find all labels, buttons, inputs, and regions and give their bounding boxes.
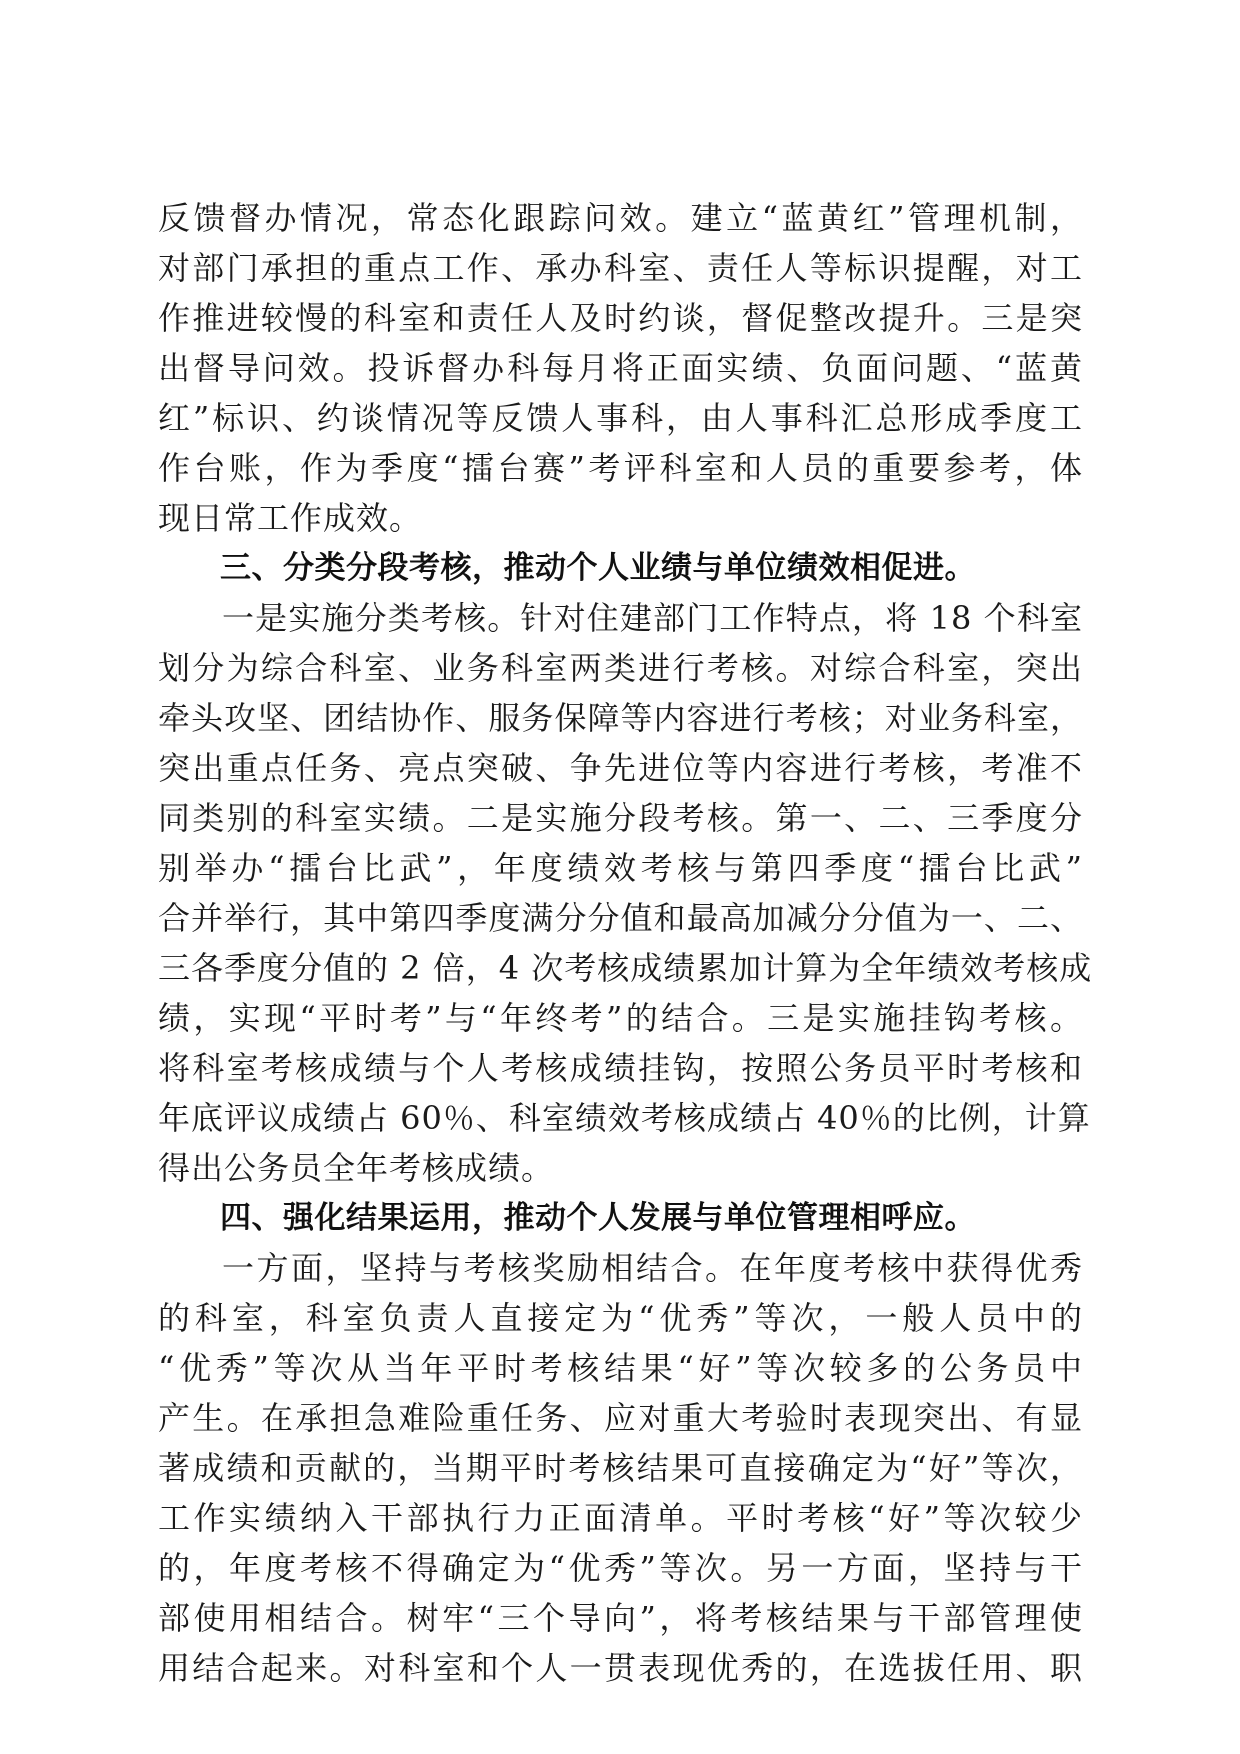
body-line: 著成绩和贡献的，当期平时考核结果可直接确定为“好”等次，	[158, 1449, 1083, 1487]
body-line: 将科室考核成绩与个人考核成绩挂钩，按照公务员平时考核和	[158, 1049, 1083, 1087]
body-line: 三各季度分值的 2 倍，4 次考核成绩累加计算为全年绩效考核成	[158, 949, 1093, 987]
body-line: 工作实绩纳入干部执行力正面清单。平时考核“好”等次较少	[158, 1499, 1083, 1537]
body-line: 一方面，坚持与考核奖励相结合。在年度考核中获得优秀	[222, 1249, 1083, 1287]
body-line: 反馈督办情况，常态化跟踪问效。建立“蓝黄红”管理机制，	[158, 199, 1083, 237]
body-line: 划分为综合科室、业务科室两类进行考核。对综合科室，突出	[158, 649, 1083, 687]
body-line: 合并举行，其中第四季度满分分值和最高加减分分值为一、二、	[158, 899, 1083, 937]
body-line: “优秀”等次从当年平时考核结果“好”等次较多的公务员中	[158, 1349, 1083, 1387]
body-line: 别举办“擂台比武”，年度绩效考核与第四季度“擂台比武”	[158, 849, 1083, 887]
body-line: 作台账，作为季度“擂台赛”考评科室和人员的重要参考，体	[158, 449, 1083, 487]
body-line: 现日常工作成效。	[158, 499, 423, 537]
body-line: 同类别的科室实绩。二是实施分段考核。第一、二、三季度分	[158, 799, 1083, 837]
body-line: 出督导问效。投诉督办科每月将正面实绩、负面问题、“蓝黄	[158, 349, 1083, 387]
section-heading-3: 三、分类分段考核，推动个人业绩与单位绩效相促进。	[220, 550, 976, 586]
body-line: 绩，实现“平时考”与“年终考”的结合。三是实施挂钩考核。	[158, 999, 1083, 1037]
body-line: 一是实施分类考核。针对住建部门工作特点，将 18 个科室	[222, 599, 1083, 637]
body-line: 的，年度考核不得确定为“优秀”等次。另一方面，坚持与干	[158, 1549, 1083, 1587]
body-line: 产生。在承担急难险重任务、应对重大考验时表现突出、有显	[158, 1399, 1083, 1437]
body-line: 突出重点任务、亮点突破、争先进位等内容进行考核，考准不	[158, 749, 1083, 787]
body-line: 年底评议成绩占 60％、科室绩效考核成绩占 40％的比例，计算	[158, 1099, 1091, 1137]
body-line: 用结合起来。对科室和个人一贯表现优秀的，在选拔任用、职	[158, 1649, 1083, 1687]
body-line: 得出公务员全年考核成绩。	[158, 1149, 555, 1187]
section-heading-4: 四、强化结果运用，推动个人发展与单位管理相呼应。	[220, 1200, 976, 1236]
body-line: 部使用相结合。树牢“三个导向”，将考核结果与干部管理使	[158, 1599, 1083, 1637]
body-line: 的科室，科室负责人直接定为“优秀”等次，一般人员中的	[158, 1299, 1083, 1337]
body-line: 红”标识、约谈情况等反馈人事科，由人事科汇总形成季度工	[158, 399, 1083, 437]
body-line: 对部门承担的重点工作、承办科室、责任人等标识提醒，对工	[158, 249, 1083, 287]
body-line: 牵头攻坚、团结协作、服务保障等内容进行考核；对业务科室，	[158, 699, 1083, 737]
body-line: 作推进较慢的科室和责任人及时约谈，督促整改提升。三是突	[158, 299, 1083, 337]
document-body	[158, 193, 1093, 1693]
